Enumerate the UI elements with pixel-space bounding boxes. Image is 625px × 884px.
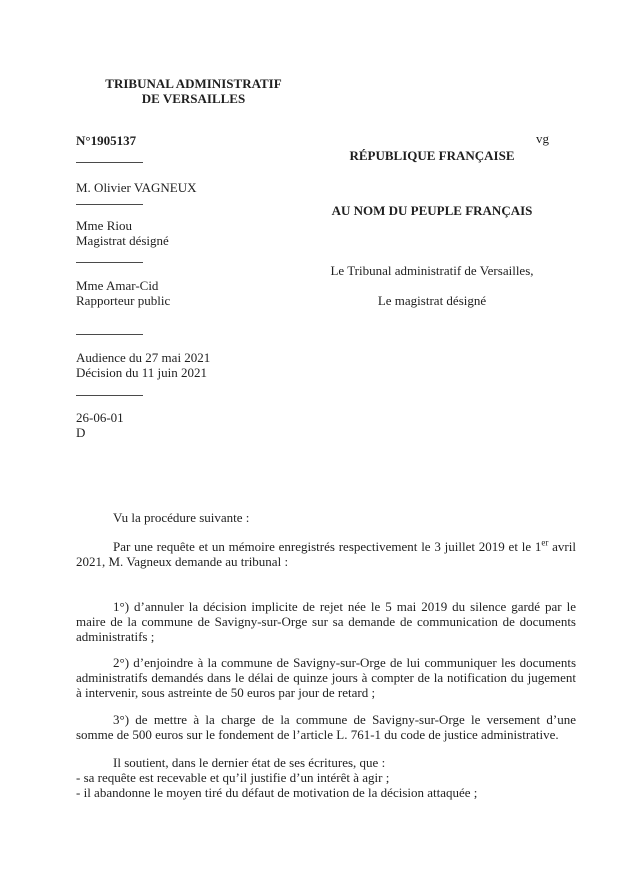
separator-line <box>76 204 143 205</box>
decision-date: Décision du 11 juin 2021 <box>76 365 207 380</box>
magistrate-role: Magistrat désigné <box>76 233 169 248</box>
case-number: N°1905137 <box>76 133 137 148</box>
tribunal-line: Le Tribunal administratif de Versailles, <box>330 263 534 278</box>
arguments-intro: Il soutient, dans le dernier état de ses écritures, que : <box>113 755 386 770</box>
magistrate-line: Le magistrat désigné <box>377 293 487 308</box>
claim-2: 2°) d’enjoindre à la commune de Savigny-sur-Orge de lui communiquer les documents administratifs demandés dans le délai de quinze jours à compter de la notification du jugement à intervenir, sous astreinte de 50 euros par jour de retard ; <box>76 655 576 700</box>
separator-line <box>76 162 143 163</box>
request-text-part2: avril 2021, M. Vagneux demande au tribunal : <box>76 539 576 569</box>
republic-title: RÉPUBLIQUE FRANÇAISE <box>349 148 515 163</box>
argument-item-2: - il abandonne le moyen tiré du défaut de motivation de la décision attaquée ; <box>76 785 478 800</box>
claim-3: 3°) de mettre à la charge de la commune de Savigny-sur-Orge le versement d’une somme de 500 euros sur le fondement de l’article L. 761-1 du code de justice administrative. <box>76 712 576 742</box>
classification-block <box>76 410 124 440</box>
separator-line <box>76 395 143 396</box>
separator-line <box>76 262 143 263</box>
people-title: AU NOM DU PEUPLE FRANÇAIS <box>331 203 533 218</box>
court-name-line1: TRIBUNAL ADMINISTRATIF <box>105 76 282 91</box>
hearing-date: Audience du 27 mai 2021 <box>76 350 211 365</box>
classification-code: 26-06-01 <box>76 410 124 425</box>
clerk-initials: vg <box>536 131 549 146</box>
claim-1: 1°) d’annuler la décision implicite de rejet née le 5 mai 2019 du silence gardé par le maire de la commune de Savigny-sur-Orge sur sa demande de communication de documents administratifs ; <box>76 599 576 644</box>
court-name <box>76 76 311 106</box>
court-name-line2: DE VERSAILLES <box>141 91 246 106</box>
applicant-name: M. Olivier VAGNEUX <box>76 180 197 195</box>
request-paragraph <box>76 539 576 569</box>
request-superscript: er <box>541 537 549 548</box>
magistrate-name: Mme Riou <box>76 218 132 233</box>
classification-letter: D <box>76 425 86 440</box>
rapporteur-role: Rapporteur public <box>76 293 171 308</box>
magistrate-block <box>76 218 169 248</box>
rapporteur-block <box>76 278 170 308</box>
procedure-intro: Vu la procédure suivante : <box>113 510 250 525</box>
rapporteur-name: Mme Amar-Cid <box>76 278 159 293</box>
request-text-part1: Par une requête et un mémoire enregistrés respectivement le 3 juillet 2019 et le 1 <box>113 539 542 554</box>
dates-block <box>76 350 210 380</box>
argument-item-1: - sa requête est recevable et qu’il justifie d’un intérêt à agir ; <box>76 770 390 785</box>
separator-line <box>76 334 143 335</box>
